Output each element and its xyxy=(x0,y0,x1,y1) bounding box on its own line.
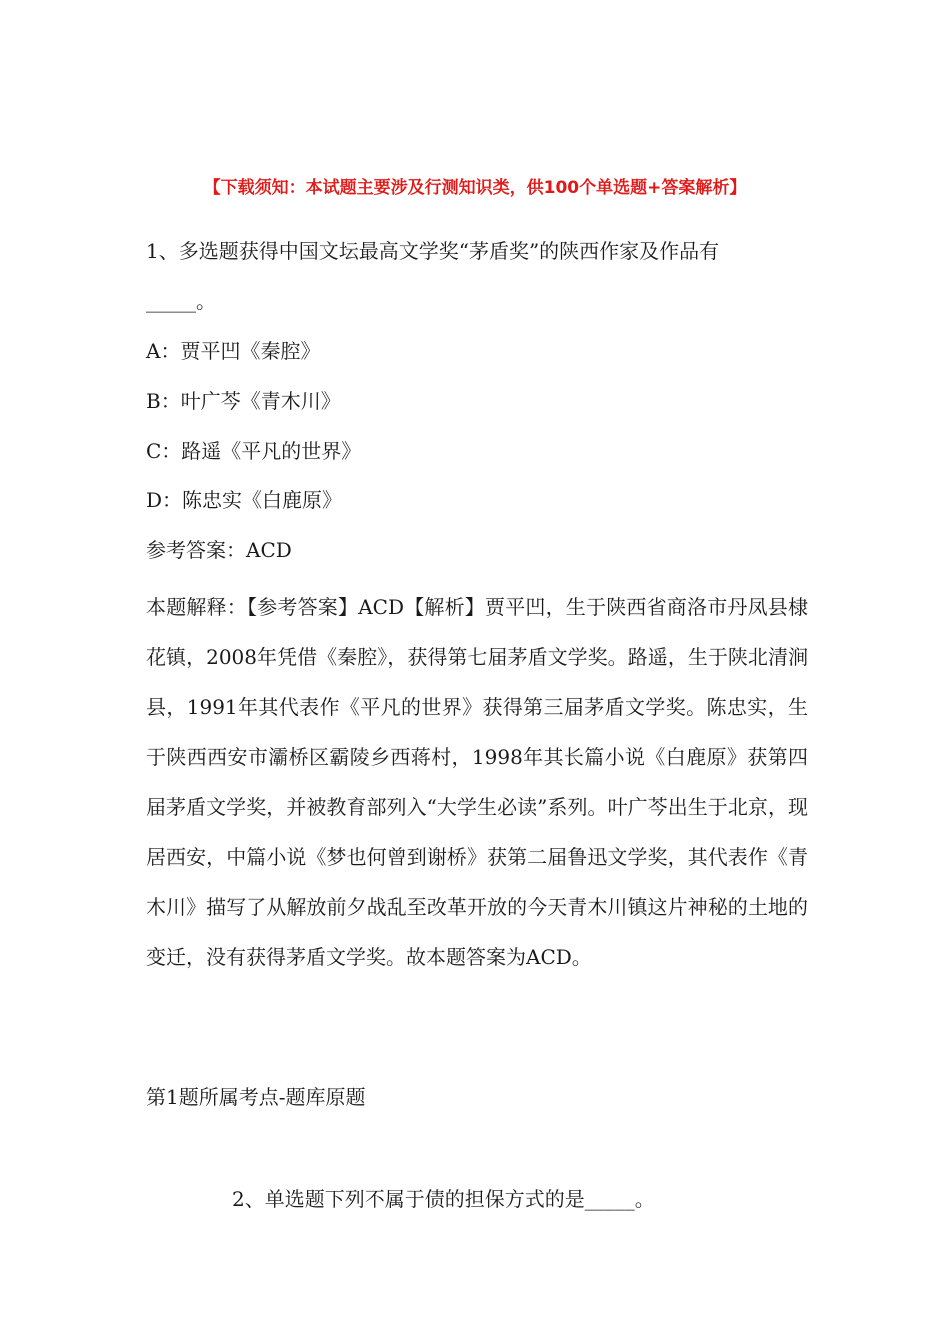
download-notice: 【下载须知：本试题主要涉及行测知识类，供100个单选题+答案解析】 xyxy=(203,178,747,198)
option-d: D：陈忠实《白鹿原》 xyxy=(146,488,343,512)
question-1-stem: 1、多选题获得中国文坛最高文学奖“茅盾奖”的陕西作家及作品有 xyxy=(146,239,720,263)
answer-analysis: 本题解释：【参考答案】ACD【解析】贾平凹，生于陕西省商洛市丹凤县棣花镇，2008年凭借《秦腔》，获得第七届茅盾文学奖。路遥，生于陕北清涧县，1991年其代表作《平凡的世界》获得第三届茅盾文学奖。陈忠实，生于陕西西安市灞桥区霸陵乡西蒋村，1998年其长篇小说《白鹿原》获第四届茅盾文学奖，并被教育部列入“大学生必读”系列。叶广芩出生于北京，现居西安，中篇小说《梦也何曾到谢桥》获第二届鲁迅文学奖，其代表作《青木川》描写了从解放前夕战乱至改革开放的今天青木川镇这片神秘的土地的变迁，没有获得茅盾文学奖。故本题答案为ACD。 xyxy=(146,595,808,969)
question-source: 第1题所属考点-题库原题 xyxy=(146,1085,366,1109)
reference-answer: 参考答案：ACD xyxy=(146,538,292,562)
option-c: C：路遥《平凡的世界》 xyxy=(146,439,362,463)
option-b: B：叶广芩《青木川》 xyxy=(146,389,341,413)
question-2-stem: 2、单选题下列不属于债的担保方式的是_____。 xyxy=(232,1187,655,1211)
question-1-stem-blank: _____。 xyxy=(146,289,216,313)
option-a: A：贾平凹《秦腔》 xyxy=(146,339,321,363)
